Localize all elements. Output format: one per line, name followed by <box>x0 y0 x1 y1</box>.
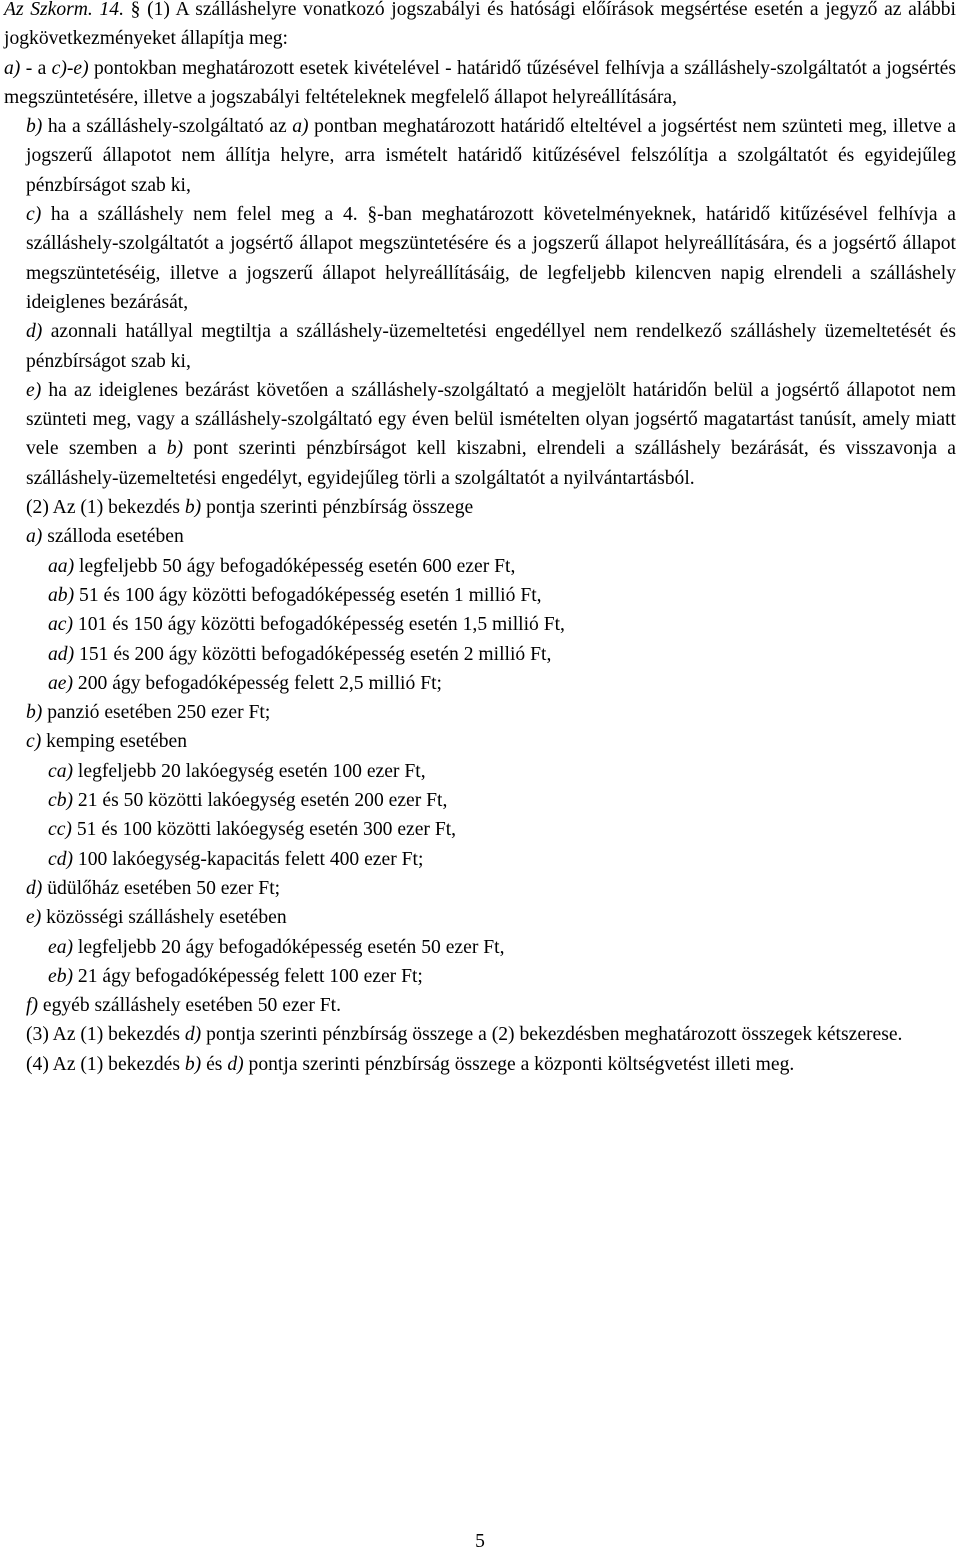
point-b <box>4 112 956 200</box>
paragraph-1-intro <box>4 0 956 54</box>
paragraph-2-intro-text-2: pontja szerinti pénzbírság összege <box>201 497 474 519</box>
paragraph-4-ref-1: b) <box>184 1053 202 1075</box>
paragraph-4 <box>4 1050 956 1079</box>
fine-item-ab <box>4 581 956 610</box>
paragraph-4-text-2: pontja szerinti pénzbírság összege a központi költségvetést illeti meg. <box>243 1053 795 1075</box>
paragraph-2-intro <box>4 493 956 522</box>
fine-item-ad-text: 151 és 200 ágy közötti befogadóképesség esetén 2 millió Ft, <box>74 643 552 665</box>
paragraph-2-ref: b) <box>184 497 202 519</box>
fine-item-ea-label: ea) <box>48 936 74 958</box>
fine-item-d-text: üdülőház esetében 50 ezer Ft; <box>42 877 281 899</box>
fine-item-b-text: panzió esetében 250 ezer Ft; <box>42 702 271 724</box>
point-c-text-2: -ban meghatározott követelményeknek, határidő kitűzésével felhívja a szálláshely-szolgáltatót a jogsértő állapot megszüntetésére és a jogszerű állapot helyreállítására, és a jogsértő állapot megszüntetéséig, illetve a jogszerű állapot helyreállításáig, de legfeljebb kilencven napig elrendeli a szálláshely ideiglenes bezárását, <box>26 204 956 313</box>
point-e-text-1: ha az ideiglenes bezárást követően a szálláshely-szolgáltató a megjelölt határidőn belül a jogsértő állapotot nem szünteti meg, vagy a szálláshely-szolgáltató egy éven belül ismételten olyan jogsértő magatartást tanúsít, amely miatt vele szemben a <box>26 379 956 460</box>
section-sign: § <box>130 0 141 20</box>
fine-item-ea <box>4 933 956 962</box>
fine-item-ab-text: 51 és 100 ágy közötti befogadóképesség esetén 1 millió Ft, <box>74 584 542 606</box>
fine-item-cd-text: 100 lakóegység-kapacitás felett 400 ezer Ft; <box>73 848 424 870</box>
fine-item-cb <box>4 786 956 815</box>
point-b-label: b) <box>26 116 43 138</box>
paragraph-1-intro-text: (1) A szálláshelyre vonatkozó jogszabályi és hatósági előírások megsértése esetén a jegyző az alábbi jogkövetkezményeket állapítja meg: <box>4 0 956 50</box>
point-c <box>4 200 956 317</box>
fine-item-c <box>4 727 956 756</box>
paragraph-3-text-1: (3) Az (1) bekezdés <box>26 1024 185 1046</box>
point-d <box>4 317 956 376</box>
document-page <box>4 0 956 1079</box>
fine-item-ae <box>4 669 956 698</box>
fine-item-cb-label: cb) <box>48 790 74 812</box>
fine-item-ea-text: legfeljebb 20 ágy befogadóképesség esetén 50 ezer Ft, <box>73 936 505 958</box>
fine-item-a-label: a) <box>26 526 43 548</box>
fine-item-ac-label: ac) <box>48 614 74 636</box>
fine-item-f-text: egyéb szálláshely esetében 50 ezer Ft. <box>37 995 342 1017</box>
fine-item-b-label: b) <box>26 702 43 724</box>
point-c-section-sign: § <box>367 204 378 226</box>
fine-item-cd <box>4 845 956 874</box>
fine-item-cc-label: cc) <box>48 819 72 841</box>
page-number: 5 <box>475 1531 485 1552</box>
fine-item-c-text: kemping esetében <box>41 731 188 753</box>
point-b-text-1: ha a szálláshely-szolgáltató az <box>42 116 293 138</box>
point-a-label: a) <box>4 57 21 79</box>
paragraph-3-text-2: pontja szerinti pénzbírság összege a (2) bekezdésben meghatározott összegek kétszerese. <box>201 1024 903 1046</box>
paragraph-3 <box>4 1020 956 1049</box>
fine-item-c-label: c) <box>26 731 42 753</box>
point-c-text-1: ha a szálláshely nem felel meg a 4. <box>41 204 368 226</box>
fine-item-cb-text: 21 és 50 közötti lakóegység esetén 200 ezer Ft, <box>73 790 448 812</box>
point-a-text-2: pontokban meghatározott esetek kivételével - határidő tűzésével felhívja a szálláshely-szolgáltatót a jogsértés megszüntetésére, illetve a jogszabályi feltételeknek megfelelő állapot helyreállítására, <box>4 57 957 108</box>
point-c-label: c) <box>26 204 42 226</box>
fine-item-ae-text: 200 ágy befogadóképesség felett 2,5 millió Ft; <box>73 672 442 694</box>
fine-item-cc-text: 51 és 100 közötti lakóegység esetén 300 ezer Ft, <box>71 819 457 841</box>
point-e <box>4 376 956 493</box>
paragraph-4-ref-2: d) <box>227 1053 244 1075</box>
fine-item-d <box>4 874 956 903</box>
paragraph-3-ref: d) <box>184 1024 202 1046</box>
point-a-ref: c)-e) <box>51 57 89 79</box>
point-a <box>4 54 956 113</box>
fine-item-e <box>4 903 956 932</box>
fine-item-ca-label: ca) <box>48 760 74 782</box>
fine-item-ab-label: ab) <box>48 584 75 606</box>
point-d-label: d) <box>26 321 43 343</box>
paragraph-2-intro-text-1: (2) Az (1) bekezdés <box>26 497 185 519</box>
fine-item-ac <box>4 610 956 639</box>
paragraph-4-text-1: (4) Az (1) bekezdés <box>26 1053 185 1075</box>
fine-item-a-text: szálloda esetében <box>42 526 184 548</box>
fine-item-b <box>4 698 956 727</box>
fine-item-e-text: közösségi szálláshely esetében <box>41 907 287 929</box>
fine-item-cc <box>4 815 956 844</box>
point-a-text-1: - a <box>20 57 52 79</box>
point-b-ref: a) <box>292 116 309 138</box>
section-reference: Az Szkorm. 14. <box>4 0 124 20</box>
fine-item-cd-label: cd) <box>48 848 74 870</box>
point-e-label: e) <box>26 379 42 401</box>
fine-item-ae-label: ae) <box>48 672 74 694</box>
fine-item-ad <box>4 640 956 669</box>
fine-item-d-label: d) <box>26 877 43 899</box>
fine-item-ad-label: ad) <box>48 643 75 665</box>
fine-item-eb-label: eb) <box>48 965 74 987</box>
fine-item-a <box>4 522 956 551</box>
fine-item-eb-text: 21 ágy befogadóképesség felett 100 ezer Ft; <box>73 965 423 987</box>
fine-item-f-label: f) <box>26 995 38 1017</box>
paragraph-4-text-mid: és <box>201 1053 228 1075</box>
fine-item-aa <box>4 552 956 581</box>
fine-item-e-label: e) <box>26 907 42 929</box>
fine-item-ac-text: 101 és 150 ágy közötti befogadóképesség esetén 1,5 millió Ft, <box>73 614 565 636</box>
fine-item-eb <box>4 962 956 991</box>
point-d-text: azonnali hatállyal megtiltja a szálláshely-üzemeltetési engedéllyel nem rendelkező szálláshely üzemeltetését és pénzbírságot szab ki, <box>26 321 956 372</box>
fine-item-f <box>4 991 956 1020</box>
fine-item-aa-label: aa) <box>48 555 75 577</box>
point-e-ref: b) <box>166 438 184 460</box>
fine-item-ca-text: legfeljebb 20 lakóegység esetén 100 ezer Ft, <box>73 760 426 782</box>
fine-item-ca <box>4 757 956 786</box>
fine-item-aa-text: legfeljebb 50 ágy befogadóképesség esetén 600 ezer Ft, <box>74 555 516 577</box>
point-e-text-2: pont szerinti pénzbírságot kell kiszabni, elrendeli a szálláshely bezárását, és visszavonja a szálláshely-üzemeltetési engedélyt, egyidejűleg törli a szolgáltatót a nyilvántartásból. <box>26 438 956 489</box>
point-b-text-2: pontban meghatározott határidő elteltével a jogsértést nem szünteti meg, illetve a jogszerű állapotot nem állítja helyre, arra ismételt határidő kitűzésével felszólítja a szolgáltatót és egyidejűleg pénzbírságot szab ki, <box>26 116 956 196</box>
